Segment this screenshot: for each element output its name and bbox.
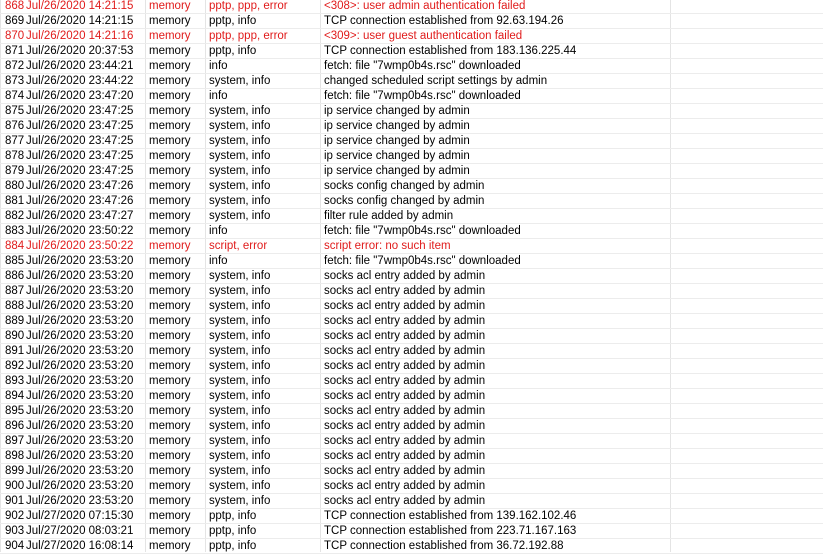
log-row-buffer: memory (149, 405, 191, 417)
log-row-number: 894 (5, 390, 25, 402)
log-row-topics: system, info (209, 435, 271, 447)
log-row[interactable] (0, 479, 823, 494)
log-row-time: Jul/26/2020 23:53:20 (26, 405, 134, 417)
log-row-topics: system, info (209, 120, 271, 132)
log-row-message: filter rule added by admin (324, 210, 454, 222)
log-row[interactable] (0, 0, 823, 14)
log-row-topics: system, info (209, 270, 271, 282)
log-row[interactable] (0, 224, 823, 239)
log-row-number: 882 (5, 210, 25, 222)
log-row-number: 878 (5, 150, 25, 162)
log-row-number: 904 (5, 540, 25, 552)
log-row-time: Jul/26/2020 23:53:20 (26, 375, 134, 387)
log-row-time: Jul/26/2020 20:37:53 (26, 45, 134, 57)
log-row-topics: system, info (209, 165, 271, 177)
log-row-time: Jul/26/2020 23:53:20 (26, 270, 134, 282)
log-row-buffer: memory (149, 495, 191, 507)
log-row-number: 873 (5, 75, 25, 87)
log-row-time: Jul/26/2020 23:53:20 (26, 435, 134, 447)
log-row-buffer: memory (149, 75, 191, 87)
log-row[interactable] (0, 404, 823, 419)
log-row-topics: info (209, 90, 228, 102)
log-row-number: 901 (5, 495, 25, 507)
log-row[interactable] (0, 239, 823, 254)
log-row-buffer: memory (149, 330, 191, 342)
log-row[interactable] (0, 389, 823, 404)
log-row[interactable] (0, 164, 823, 179)
log-row-number: 870 (5, 30, 25, 42)
log-row-time: Jul/26/2020 23:53:20 (26, 315, 134, 327)
log-row-time: Jul/27/2020 16:08:14 (26, 540, 134, 552)
log-row[interactable] (0, 179, 823, 194)
log-row-number: 896 (5, 420, 25, 432)
log-row-number: 869 (5, 15, 25, 27)
log-row-time: Jul/26/2020 14:21:16 (26, 30, 134, 42)
log-row-buffer: memory (149, 450, 191, 462)
log-row-message: socks acl entry added by admin (324, 390, 486, 402)
log-row-number: 884 (5, 240, 25, 252)
log-row[interactable] (0, 14, 823, 29)
log-row-topics: system, info (209, 420, 271, 432)
log-row-buffer: memory (149, 360, 191, 372)
log-row-message: socks acl entry added by admin (324, 270, 486, 282)
log-row-buffer: memory (149, 210, 191, 222)
log-row-message: socks acl entry added by admin (324, 405, 486, 417)
log-row-time: Jul/26/2020 23:44:21 (26, 60, 134, 72)
log-row-topics: system, info (209, 285, 271, 297)
log-row-topics: system, info (209, 360, 271, 372)
log-row-topics: pptp, info (209, 45, 257, 57)
log-row-buffer: memory (149, 540, 191, 552)
log-row-buffer: memory (149, 45, 191, 57)
log-row-topics: info (209, 255, 228, 267)
log-row-time: Jul/26/2020 23:47:25 (26, 135, 134, 147)
log-row-number: 900 (5, 480, 25, 492)
log-row[interactable] (0, 329, 823, 344)
log-row-buffer: memory (149, 345, 191, 357)
log-row-time: Jul/26/2020 23:47:26 (26, 195, 134, 207)
log-row-number: 902 (5, 510, 25, 522)
log-row-message: ip service changed by admin (324, 150, 470, 162)
log-row-number: 880 (5, 180, 25, 192)
log-row-message: fetch: file "7wmp0b4s.rsc" downloaded (324, 255, 521, 267)
log-row-topics: system, info (209, 330, 271, 342)
log-row-message: ip service changed by admin (324, 165, 470, 177)
log-row[interactable] (0, 119, 823, 134)
log-row-message: ip service changed by admin (324, 120, 470, 132)
log-row-buffer: memory (149, 480, 191, 492)
log-row-time: Jul/26/2020 23:47:25 (26, 120, 134, 132)
log-row-number: 889 (5, 315, 25, 327)
log-row-topics: info (209, 225, 228, 237)
log-row-buffer: memory (149, 90, 191, 102)
log-row[interactable] (0, 284, 823, 299)
log-row[interactable] (0, 104, 823, 119)
log-row-topics: pptp, info (209, 540, 257, 552)
log-row-message: socks acl entry added by admin (324, 345, 486, 357)
log-row-message: socks acl entry added by admin (324, 420, 486, 432)
log-row-buffer: memory (149, 255, 191, 267)
log-row-number: 888 (5, 300, 25, 312)
log-row[interactable] (0, 74, 823, 89)
log-row-buffer: memory (149, 420, 191, 432)
log-row-message: ip service changed by admin (324, 105, 470, 117)
log-row[interactable] (0, 59, 823, 74)
log-row-message: TCP connection established from 139.162.102.46 (324, 510, 577, 522)
log-row-topics: system, info (209, 195, 271, 207)
log-row-topics: pptp, ppp, error (209, 0, 288, 12)
log-row-time: Jul/27/2020 08:03:21 (26, 525, 134, 537)
log-row-topics: system, info (209, 150, 271, 162)
log-row-number: 875 (5, 105, 25, 117)
log-row[interactable] (0, 434, 823, 449)
log-row-message: socks acl entry added by admin (324, 285, 486, 297)
log-row[interactable] (0, 344, 823, 359)
log-row-topics: system, info (209, 300, 271, 312)
log-row-buffer: memory (149, 240, 191, 252)
log-row-message: <308>: user admin authentication failed (324, 0, 526, 12)
log-row-topics: system, info (209, 75, 271, 87)
log-row-time: Jul/26/2020 23:53:20 (26, 495, 134, 507)
log-row-number: 899 (5, 465, 25, 477)
log-row-buffer: memory (149, 0, 191, 12)
log-row-message: <309>: user guest authentication failed (324, 30, 523, 42)
log-row-number: 872 (5, 60, 25, 72)
log-row-message: socks acl entry added by admin (324, 330, 486, 342)
log-row-message: socks acl entry added by admin (324, 435, 486, 447)
log-row-number: 877 (5, 135, 25, 147)
log-row-message: socks acl entry added by admin (324, 450, 486, 462)
log-row-buffer: memory (149, 375, 191, 387)
log-row-time: Jul/26/2020 23:47:20 (26, 90, 134, 102)
log-row-message: socks config changed by admin (324, 195, 485, 207)
log-row-topics: script, error (209, 240, 268, 252)
log-row-message: socks config changed by admin (324, 180, 485, 192)
log-row-buffer: memory (149, 60, 191, 72)
log-row[interactable] (0, 89, 823, 104)
log-row[interactable] (0, 509, 823, 524)
log-row-topics: info (209, 60, 228, 72)
log-row-buffer: memory (149, 285, 191, 297)
log-row-buffer: memory (149, 105, 191, 117)
log-row[interactable] (0, 299, 823, 314)
log-row-buffer: memory (149, 120, 191, 132)
log-row-message: script error: no such item (324, 240, 451, 252)
log-row-buffer: memory (149, 195, 191, 207)
log-row-time: Jul/26/2020 23:50:22 (26, 240, 134, 252)
log-row[interactable] (0, 44, 823, 59)
log-row-time: Jul/26/2020 23:53:20 (26, 390, 134, 402)
log-row-message: socks acl entry added by admin (324, 465, 486, 477)
log-row-topics: system, info (209, 315, 271, 327)
log-row-buffer: memory (149, 435, 191, 447)
log-row-buffer: memory (149, 270, 191, 282)
log-row-number: 893 (5, 375, 25, 387)
log-row-time: Jul/26/2020 23:53:20 (26, 480, 134, 492)
log-row-topics: system, info (209, 180, 271, 192)
log-row-number: 883 (5, 225, 25, 237)
log-row-message: ip service changed by admin (324, 135, 470, 147)
log-row-time: Jul/26/2020 23:47:26 (26, 180, 134, 192)
log-row-message: changed scheduled script settings by admin (324, 75, 548, 87)
log-row[interactable] (0, 449, 823, 464)
log-row-topics: system, info (209, 105, 271, 117)
log-row-topics: system, info (209, 210, 271, 222)
log-row-topics: pptp, info (209, 525, 257, 537)
log-row[interactable] (0, 359, 823, 374)
log-row-buffer: memory (149, 315, 191, 327)
log-row-number: 886 (5, 270, 25, 282)
log-row-topics: system, info (209, 345, 271, 357)
log-row-buffer: memory (149, 510, 191, 522)
log-row-number: 898 (5, 450, 25, 462)
log-row-time: Jul/26/2020 23:47:25 (26, 150, 134, 162)
log-row-time: Jul/26/2020 23:53:20 (26, 285, 134, 297)
log-row-message: fetch: file "7wmp0b4s.rsc" downloaded (324, 60, 521, 72)
log-row-time: Jul/26/2020 23:53:20 (26, 300, 134, 312)
log-row-number: 903 (5, 525, 25, 537)
log-row[interactable] (0, 524, 823, 539)
log-row-message: fetch: file "7wmp0b4s.rsc" downloaded (324, 225, 521, 237)
log-row-time: Jul/26/2020 23:47:25 (26, 105, 134, 117)
log-row-message: TCP connection established from 36.72.192.88 (324, 540, 564, 552)
log-row-number: 879 (5, 165, 25, 177)
log-row[interactable] (0, 419, 823, 434)
log-row-time: Jul/26/2020 23:53:20 (26, 360, 134, 372)
log-row[interactable] (0, 374, 823, 389)
log-row-number: 885 (5, 255, 25, 267)
log-row-topics: system, info (209, 390, 271, 402)
log-row-time: Jul/26/2020 23:53:20 (26, 345, 134, 357)
log-row-message: fetch: file "7wmp0b4s.rsc" downloaded (324, 90, 521, 102)
log-row-message: socks acl entry added by admin (324, 315, 486, 327)
log-row-topics: pptp, info (209, 15, 257, 27)
log-row[interactable] (0, 254, 823, 269)
log-row[interactable] (0, 29, 823, 44)
log-row[interactable] (0, 464, 823, 479)
log-row-topics: system, info (209, 480, 271, 492)
log-row-number: 892 (5, 360, 25, 372)
log-row-topics: system, info (209, 405, 271, 417)
log-row-buffer: memory (149, 300, 191, 312)
log-row-topics: system, info (209, 450, 271, 462)
log-row-number: 876 (5, 120, 25, 132)
log-row[interactable] (0, 194, 823, 209)
log-row-topics: system, info (209, 375, 271, 387)
log-row-number: 871 (5, 45, 25, 57)
log-row-topics: system, info (209, 495, 271, 507)
log-row-buffer: memory (149, 465, 191, 477)
log-row-buffer: memory (149, 165, 191, 177)
log-row-time: Jul/26/2020 23:44:22 (26, 75, 134, 87)
log-row[interactable] (0, 209, 823, 224)
log-row-time: Jul/26/2020 23:53:20 (26, 450, 134, 462)
log-row[interactable] (0, 314, 823, 329)
log-row-number: 890 (5, 330, 25, 342)
log-row-time: Jul/26/2020 23:47:25 (26, 165, 134, 177)
log-row-buffer: memory (149, 180, 191, 192)
log-row-message: TCP connection established from 223.71.167.163 (324, 525, 577, 537)
log-row-message: socks acl entry added by admin (324, 300, 486, 312)
log-row-topics: pptp, info (209, 510, 257, 522)
log-row-time: Jul/27/2020 07:15:30 (26, 510, 134, 522)
log-row-time: Jul/26/2020 14:21:15 (26, 15, 134, 27)
log-row-number: 895 (5, 405, 25, 417)
log-row-topics: system, info (209, 465, 271, 477)
log-row-time: Jul/26/2020 14:21:15 (26, 0, 134, 12)
log-row-message: socks acl entry added by admin (324, 360, 486, 372)
log-row-time: Jul/26/2020 23:53:20 (26, 255, 134, 267)
log-row-number: 891 (5, 345, 25, 357)
log-row-topics: pptp, ppp, error (209, 30, 288, 42)
log-row-buffer: memory (149, 225, 191, 237)
log-row-number: 887 (5, 285, 25, 297)
log-row[interactable] (0, 269, 823, 284)
log-row-number: 881 (5, 195, 25, 207)
log-row-time: Jul/26/2020 23:53:20 (26, 420, 134, 432)
log-row-buffer: memory (149, 525, 191, 537)
log-row-time: Jul/26/2020 23:47:27 (26, 210, 134, 222)
log-row-number: 897 (5, 435, 25, 447)
log-row-buffer: memory (149, 150, 191, 162)
log-row-buffer: memory (149, 390, 191, 402)
log-row[interactable] (0, 539, 823, 554)
log-row-message: TCP connection established from 183.136.225.44 (324, 45, 577, 57)
log-row-time: Jul/26/2020 23:53:20 (26, 465, 134, 477)
log-row-message: socks acl entry added by admin (324, 480, 486, 492)
log-row-message: TCP connection established from 92.63.194.26 (324, 15, 564, 27)
log-row-buffer: memory (149, 15, 191, 27)
log-row-topics: system, info (209, 135, 271, 147)
log-row-number: 868 (5, 0, 25, 12)
log-row-number: 874 (5, 90, 25, 102)
log-row-buffer: memory (149, 30, 191, 42)
log-row[interactable] (0, 134, 823, 149)
log-row-message: socks acl entry added by admin (324, 495, 486, 507)
log-row-time: Jul/26/2020 23:50:22 (26, 225, 134, 237)
log-row-buffer: memory (149, 135, 191, 147)
log-row[interactable] (0, 149, 823, 164)
log-row[interactable] (0, 494, 823, 509)
log-row-time: Jul/26/2020 23:53:20 (26, 330, 134, 342)
log-row-message: socks acl entry added by admin (324, 375, 486, 387)
